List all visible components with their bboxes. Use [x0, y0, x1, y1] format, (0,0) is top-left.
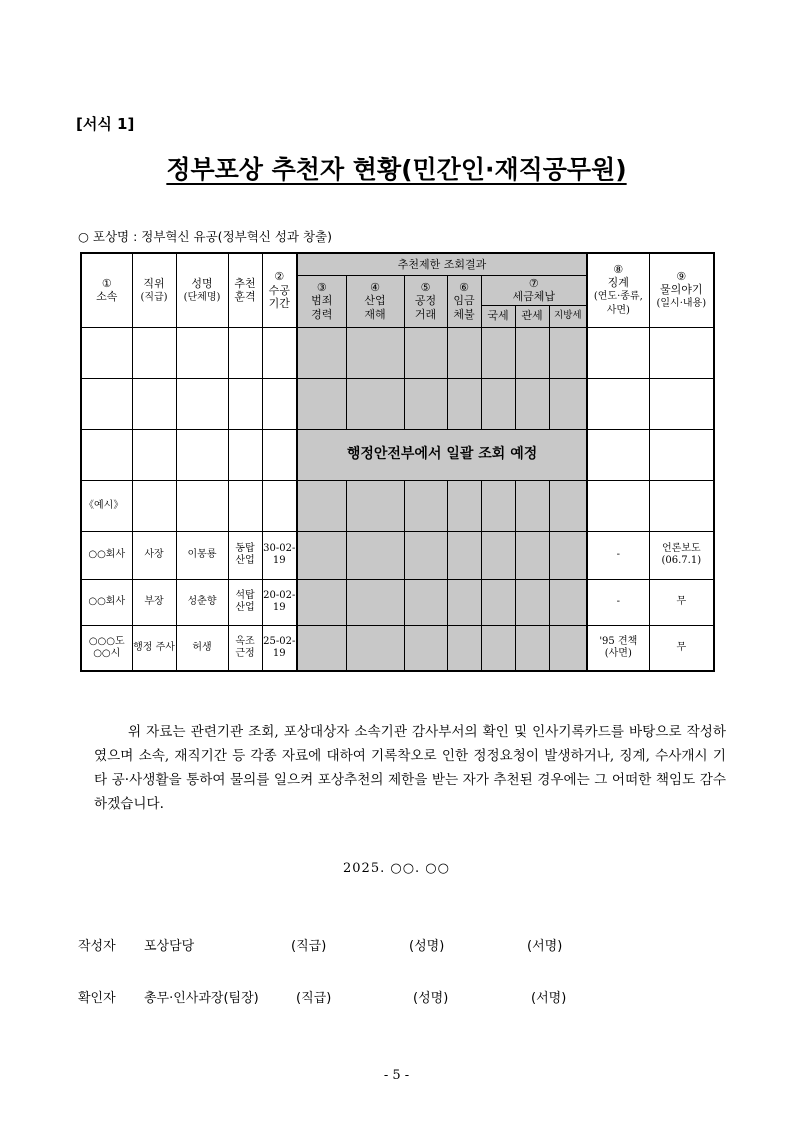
- example-name: 이몽룡: [176, 531, 228, 579]
- signature-dept: 총무·인사과장(팀장): [144, 991, 259, 1006]
- example-grade: 옥조 근정: [228, 625, 262, 671]
- header-grade: 추천 훈격: [228, 253, 262, 327]
- example-controversy: 무: [649, 579, 714, 625]
- header-restriction-results: 추천제한 조회결과: [297, 253, 587, 275]
- batch-inquiry-notice: 행정안전부에서 일괄 조회 예정: [297, 429, 587, 480]
- example-period: 30-02- 19: [262, 531, 297, 579]
- example-period: 25-02- 19: [262, 625, 297, 671]
- header-service-period: ② 수공 기간: [262, 253, 297, 327]
- pledge-paragraph: 위 자료는 관련기관 조회, 포상대상자 소속기관 감사부서의 확인 및 인사기록카드를 바탕으로 작성하였으며 소속, 재직기간 등 각종 자료에 대하여 기록착오로 인한 정정요청이 발생하거나, 징계, 수사개시 기타 공·사생활을 통하여 물의를 일으켜 포상추천의 제한을 받는 자가 추천된 경우에는 그 어떠한 책임도 감수하겠습니다.: [94, 724, 726, 812]
- example-row: [81, 625, 714, 671]
- page-number: - 5 -: [383, 1068, 410, 1083]
- award-name-line: ○ 포상명 : 정부혁신 유공(정부혁신 성과 창출): [78, 229, 332, 244]
- example-position: 사장: [132, 531, 176, 579]
- signature-rank: (직급): [291, 939, 327, 954]
- example-org: ○○○도 ○○시: [81, 625, 132, 671]
- example-name: 성춘향: [176, 579, 228, 625]
- example-name: 허생: [176, 625, 228, 671]
- header-national-tax: 국세: [481, 305, 515, 327]
- example-controversy: 무: [649, 625, 714, 671]
- example-org: ○○회사: [81, 579, 132, 625]
- header-affiliation: ① 소속: [81, 253, 132, 327]
- header-position: 직위 (직급): [132, 253, 176, 327]
- signature-dept: 포상담당: [144, 939, 195, 954]
- table-row: [81, 480, 714, 531]
- header-name: 성명 (단체명): [176, 253, 228, 327]
- example-row: [81, 531, 714, 579]
- table-row: [81, 327, 714, 378]
- header-local-tax: 지방세: [549, 305, 587, 327]
- header-unpaid-wages: ⑥ 임금 체불: [447, 275, 481, 327]
- example-org: ○○회사: [81, 531, 132, 579]
- example-period: 20-02- 19: [262, 579, 297, 625]
- table-row: [81, 378, 714, 429]
- header-customs: 관세: [515, 305, 549, 327]
- header-discipline: ⑧ 징계 (연도·종류, 사면): [587, 253, 649, 327]
- signature-sign: (서명): [527, 939, 563, 954]
- example-position: 행정 주사: [132, 625, 176, 671]
- page-title: 정부포상 추천자 현황(민간인·재직공무원): [166, 155, 627, 184]
- example-controversy: 언론보도 (06.7.1): [649, 531, 714, 579]
- header-criminal-record: ③ 범죄 경력: [297, 275, 346, 327]
- header-controversy: ⑨ 물의야기 (일시·내용): [649, 253, 714, 327]
- example-grade: 동탑 산업: [228, 531, 262, 579]
- signature-name: (성명): [409, 939, 445, 954]
- example-position: 부장: [132, 579, 176, 625]
- signature-name: (성명): [413, 991, 449, 1006]
- header-tax-arrears: ⑦ 세금체납: [481, 275, 587, 305]
- example-grade: 석탑 산업: [228, 579, 262, 625]
- example-label: 《예시》: [81, 480, 132, 531]
- example-discipline: -: [587, 531, 649, 579]
- signature-rank: (직급): [296, 991, 332, 1006]
- example-discipline: -: [587, 579, 649, 625]
- example-discipline: '95 견책 (사면): [587, 625, 649, 671]
- recommendation-table: [80, 252, 715, 672]
- signature-role: 확인자: [78, 991, 116, 1006]
- document-date: 2025. ○○. ○○: [343, 861, 450, 876]
- signature-sign: (서명): [531, 991, 567, 1006]
- example-row: [81, 579, 714, 625]
- form-label: [서식 1]: [76, 115, 135, 133]
- header-fair-trade: ⑤ 공정 거래: [404, 275, 447, 327]
- header-industrial-accident: ④ 산업 재해: [346, 275, 404, 327]
- table-row: [81, 429, 714, 480]
- signature-role: 작성자: [78, 939, 116, 954]
